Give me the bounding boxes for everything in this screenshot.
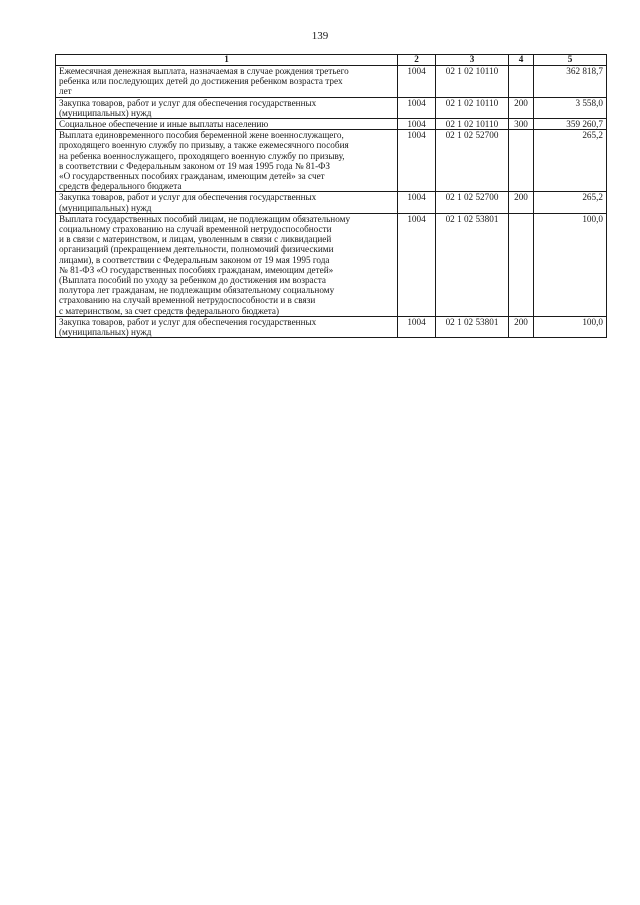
row-section-code: 1004: [398, 316, 436, 337]
row-target-code: 02 1 02 10110: [436, 119, 509, 130]
row-section-code: 1004: [398, 213, 436, 316]
row-description: Закупка товаров, работ и услуг для обеспечения государственных (муниципальных) нужд: [56, 97, 398, 118]
row-description: Социальное обеспечение и иные выплаты населению: [56, 119, 398, 130]
table-row: [56, 316, 607, 337]
row-amount: 359 260,7: [534, 119, 607, 130]
row-description: Закупка товаров, работ и услуг для обеспечения государственных (муниципальных) нужд: [56, 192, 398, 213]
page-number: 139: [311, 30, 329, 42]
row-description: Выплата единовременного пособия беременной жене военнослужащего, проходящего военную службу по призыву, а также ежемесячного пособия на ребенка военнослужащего, проходящего военную службу по призыву, в соответствии с Федеральным законом от 19 мая 1995 года № 81-ФЗ «О государственных пособиях гражданам, имеющим детей» за счет средств федерального бюджета: [56, 130, 398, 192]
row-description: Ежемесячная денежная выплата, назначаемая в случае рождения третьего ребенка или последующих детей до достижения ребенком возраста трех лет: [56, 66, 398, 98]
row-amount: 100,0: [534, 316, 607, 337]
table-header-row: [56, 55, 607, 66]
row-section-code: 1004: [398, 97, 436, 118]
row-target-code: 02 1 02 52700: [436, 192, 509, 213]
row-description: Закупка товаров, работ и услуг для обеспечения государственных (муниципальных) нужд: [56, 316, 398, 337]
row-amount: 100,0: [534, 213, 607, 316]
table-row: [56, 97, 607, 118]
table-row: [56, 130, 607, 192]
row-target-code: 02 1 02 53801: [436, 213, 509, 316]
row-section-code: 1004: [398, 130, 436, 192]
budget-table: [55, 54, 607, 338]
row-amount: 265,2: [534, 192, 607, 213]
row-amount: 3 558,0: [534, 97, 607, 118]
row-expense-type: [509, 130, 534, 192]
column-header-4: 4: [509, 55, 534, 66]
column-header-5: 5: [534, 55, 607, 66]
row-section-code: 1004: [398, 192, 436, 213]
table-row: [56, 213, 607, 316]
row-expense-type: [509, 66, 534, 98]
table-row: [56, 192, 607, 213]
table-row: [56, 119, 607, 130]
table-row: [56, 66, 607, 98]
row-expense-type: 200: [509, 316, 534, 337]
row-expense-type: [509, 213, 534, 316]
row-amount: 265,2: [534, 130, 607, 192]
row-section-code: 1004: [398, 66, 436, 98]
row-expense-type: 200: [509, 192, 534, 213]
row-target-code: 02 1 02 53801: [436, 316, 509, 337]
row-amount: 362 818,7: [534, 66, 607, 98]
row-target-code: 02 1 02 10110: [436, 66, 509, 98]
row-target-code: 02 1 02 10110: [436, 97, 509, 118]
row-expense-type: 300: [509, 119, 534, 130]
column-header-1: 1: [56, 55, 398, 66]
row-section-code: 1004: [398, 119, 436, 130]
row-expense-type: 200: [509, 97, 534, 118]
row-target-code: 02 1 02 52700: [436, 130, 509, 192]
column-header-3: 3: [436, 55, 509, 66]
column-header-2: 2: [398, 55, 436, 66]
row-description: Выплата государственных пособий лицам, не подлежащим обязательному социальному страхованию на случай временной нетрудоспособности и в связи с материнством, и лицам, уволенным в связи с ликвидацией организаций (прекращением деятельности, полномочий физическими лицами), в соответствии с Федеральным законом от 19 мая 1995 года № 81-ФЗ «О государственных пособиях гражданам, имеющим детей» (Выплата пособий по уходу за ребенком до достижения им возраста полутора лет гражданам, не подлежащим обязательному социальному страхованию на случай временной нетрудоспособности и в связи с материнством, за счет средств федерального бюджета): [56, 213, 398, 316]
